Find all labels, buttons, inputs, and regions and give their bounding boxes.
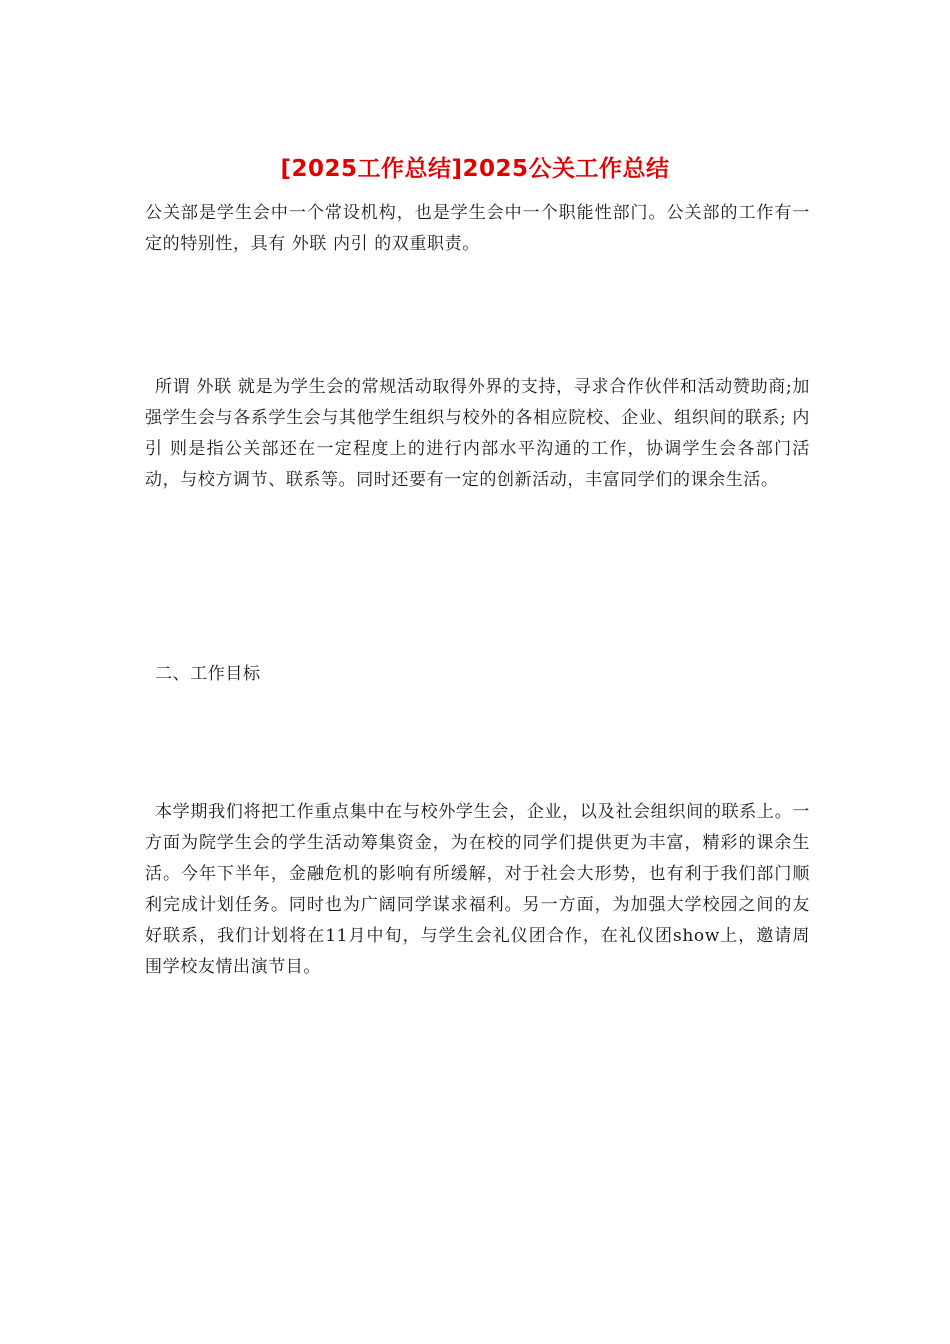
paragraph-semester-plan: 本学期我们将把工作重点集中在与校外学生会，企业，以及社会组织间的联系上。一方面为院学生会的学生活动筹集资金，为在校的同学们提供更为丰富，精彩的课余生活。今年下半年，金融危机的影响有所缓解，对于社会大形势，也有利于我们部门顺利完成计划任务。同时也为广阔同学谋求福利。另一方面，为加强大学校园之间的友好联系，我们计划将在11月中旬，与学生会礼仪团合作，在礼仪团show上，邀请周围学校友情出演节目。 xyxy=(145,802,810,977)
paragraph-external-liaison: 所谓 外联 就是为学生会的常规活动取得外界的支持，寻求合作伙伴和活动赞助商;加强学生会与各系学生会与其他学生组织与校外的各相应院校、企业、组织间的联系; 内引 则是指公关部还在一定程度上的进行内部水平沟通的工作，协调学生会各部门活动，与校方调节、联系等。同时还要有一定的创新活动，丰富同学们的课余生活。 xyxy=(145,377,810,490)
section-heading-work-goals: 二、工作目标 xyxy=(155,664,261,684)
document-title: [2025工作总结]2025公关工作总结 xyxy=(280,156,670,182)
paragraph-intro: 公关部是学生会中一个常设机构，也是学生会中一个职能性部门。公关部的工作有一定的特别性，具有 外联 内引 的双重职责。 xyxy=(145,203,810,254)
